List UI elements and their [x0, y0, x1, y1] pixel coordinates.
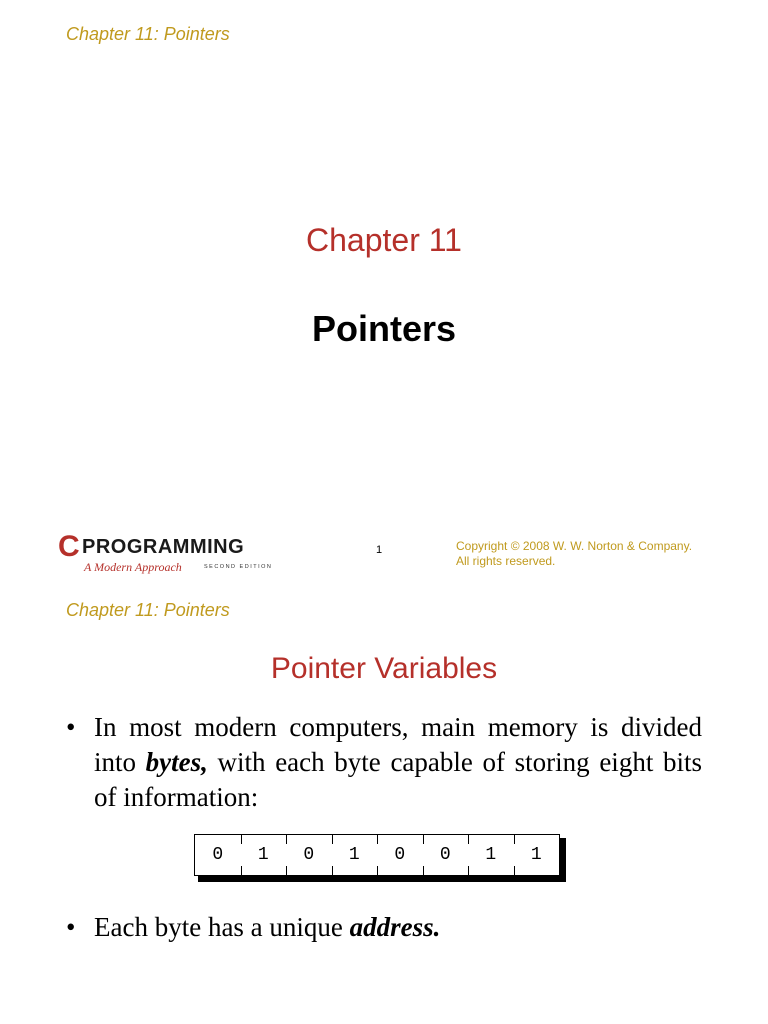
- chapter-header: Chapter 11: Pointers: [66, 24, 230, 44]
- byte-box: [194, 834, 560, 876]
- logo-subtitle: A Modern Approach: [84, 560, 182, 574]
- bit-cell: 1: [514, 835, 560, 875]
- c-programming-logo: [58, 532, 298, 578]
- bullet-item: [66, 910, 702, 945]
- bullet-dot: •: [66, 912, 76, 942]
- bit-cell: 0: [377, 835, 423, 875]
- bullet-text-start: In most modern computers, main memory is divided into: [94, 712, 702, 777]
- bit-cell: 0: [212, 845, 224, 865]
- bit-cell: 0: [423, 835, 469, 875]
- slide-title: Pointer Variables: [270, 652, 498, 685]
- bit-cell: 1: [468, 835, 514, 875]
- bullet-text: [94, 910, 702, 945]
- bit-cell: 0: [286, 835, 332, 875]
- copyright-line: Copyright © 2008 W. W. Norton & Company.: [456, 539, 693, 553]
- logo-word: PROGRAMMING: [82, 536, 245, 558]
- page-number: 1: [376, 544, 383, 556]
- slide-title: Pointers: [311, 308, 457, 349]
- logo-letter: C: [58, 530, 80, 563]
- logo-edition: SECOND EDITION: [204, 564, 273, 570]
- bit-cell: 1: [241, 835, 287, 875]
- chapter-header: Chapter 11: Pointers: [66, 600, 230, 620]
- chapter-number-title: Chapter 11: [306, 222, 462, 258]
- bullet-dot: •: [66, 712, 76, 742]
- bit-cell: 1: [332, 835, 378, 875]
- bullet-text-end: with each byte capable of storing eight bits of information:: [94, 747, 702, 812]
- emphasis-term: address.: [349, 912, 441, 942]
- copyright-notice: [456, 539, 756, 569]
- byte-diagram: [194, 834, 566, 884]
- content-slide: [0, 576, 768, 1024]
- bullet-text: [94, 710, 702, 815]
- bullet-item: [66, 710, 702, 815]
- rights-line: All rights reserved.: [456, 554, 556, 568]
- bullet-text-start: Each byte has a unique: [94, 912, 350, 942]
- emphasis-term: bytes,: [145, 747, 208, 777]
